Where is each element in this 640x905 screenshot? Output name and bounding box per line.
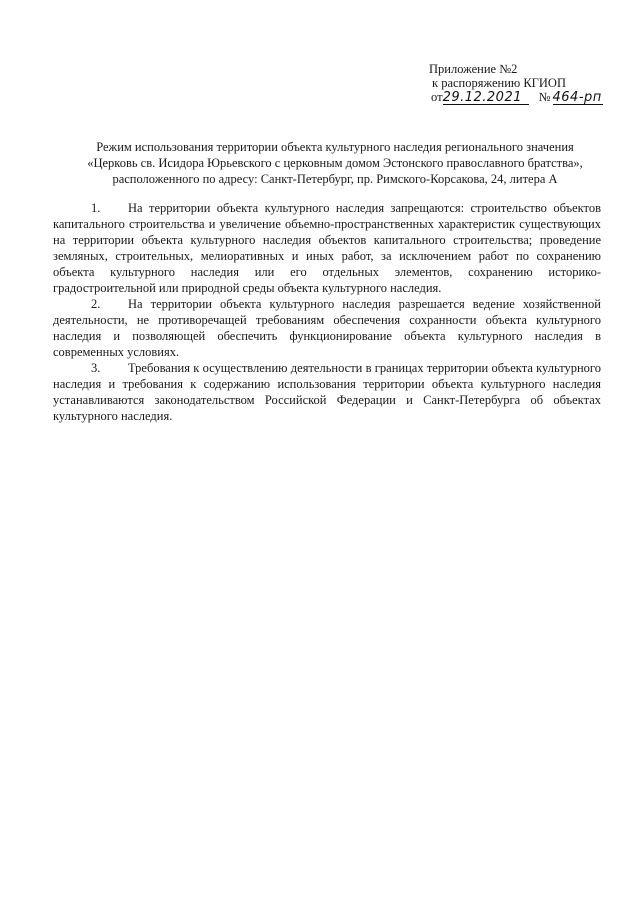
paragraph-number: 2. <box>91 297 101 311</box>
title-line-2: «Церковь св. Исидора Юрьевского с церковным домом Эстонского православного братства», <box>87 156 583 170</box>
document-body <box>53 200 601 424</box>
handwritten-date: 29.12.2021 <box>443 92 529 105</box>
appendix-title: Приложение №2 <box>429 62 518 76</box>
paragraph-2 <box>53 296 601 360</box>
paragraph-text: Требования к осуществлению деятельности в границах территории объекта культурного наследия и требования к содержанию использования территории объекта культурного наследия устанавливаются законодательством Российской Федерации и Санкт-Петербурга об объектах культурного наследия. <box>53 361 601 423</box>
number-prefix: № <box>538 90 551 104</box>
paragraph-text: На территории объекта культурного наследия запрещаются: строительство объектов капитального строительства и увеличение объемно-пространственных характеристик существующих на территории объекта культурного наследия объектов капитального строительства; проведение земляных, строительных, мелиоративных и иных работ, за исключением работ по сохранению объекта культурного наследия или его отдельных элементов, сохранению историко-градостроительной или природной среды объекта культурного наследия. <box>53 201 601 295</box>
appendix-header <box>429 62 629 105</box>
paragraph-3 <box>53 360 601 424</box>
appendix-date-line <box>429 90 629 105</box>
title-line-3: расположенного по адресу: Санкт-Петербург, пр. Римского-Корсакова, 24, литера А <box>112 172 558 186</box>
paragraph-number: 3. <box>91 361 101 375</box>
paragraph-1 <box>53 200 601 296</box>
date-prefix: от <box>431 90 443 104</box>
handwritten-number: 464-рп <box>552 90 602 105</box>
paragraph-text: На территории объекта культурного наследия разрешается ведение хозяйственной деятельности, не противоречащей требованиям обеспечения сохранности объекта культурного наследия и позволяющей обеспечить функционирование объекта культурного наследия в современных условиях. <box>53 297 601 359</box>
document-title <box>50 139 620 187</box>
appendix-order-reference: к распоряжению КГИОП <box>432 76 566 90</box>
paragraph-number: 1. <box>91 201 101 215</box>
title-line-1: Режим использования территории объекта культурного наследия регионального значения <box>96 140 574 154</box>
